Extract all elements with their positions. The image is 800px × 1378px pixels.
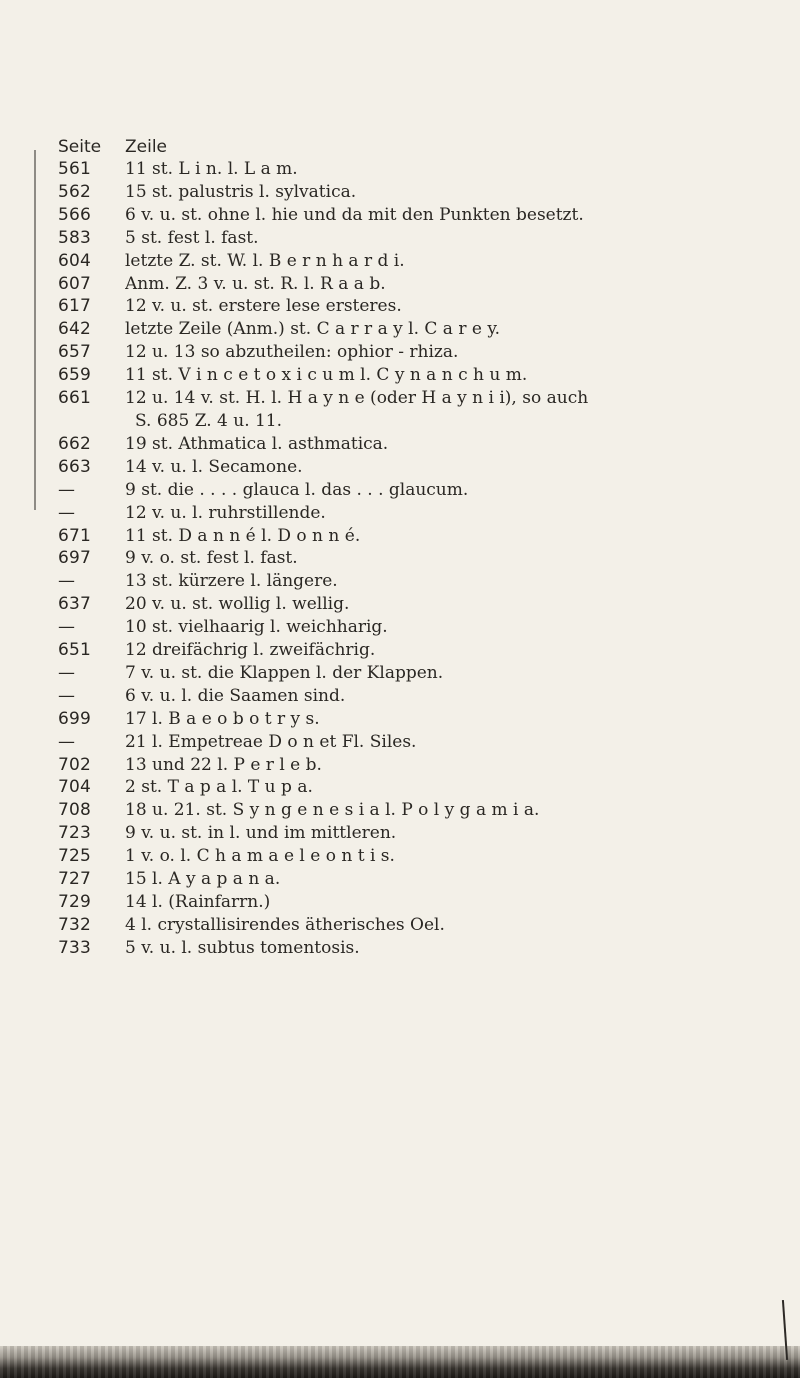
- page-number: 671: [58, 525, 92, 546]
- errata-row: [58, 318, 788, 341]
- page-number: —: [58, 662, 76, 683]
- errata-row: [58, 868, 788, 891]
- errata-row: [58, 250, 788, 273]
- correction-text: 13 st. kürzere l. längere.: [125, 571, 338, 592]
- correction-text: 19 st. Athmatica l. asthmatica.: [125, 433, 389, 454]
- scan-edge-noise: [0, 1346, 800, 1378]
- page-number: 651: [58, 640, 92, 661]
- page-number: 659: [58, 365, 92, 386]
- page-number: 732: [58, 914, 92, 935]
- correction-text: 11 st. L i n. l. L a m.: [125, 159, 298, 179]
- page-number: 708: [58, 800, 92, 821]
- correction-text: 21 l. Empetreae D o n et Fl. Siles.: [125, 731, 417, 752]
- correction-text: 13 und 22 l. P e r l e b.: [125, 754, 322, 775]
- correction-text: 12 v. u. l. ruhrstillende.: [125, 502, 326, 523]
- page-number: 657: [58, 342, 92, 363]
- errata-row: [58, 891, 788, 914]
- errata-list: [58, 136, 788, 960]
- errata-row: [58, 570, 788, 593]
- correction-text: 15 l. A y a p a n a.: [125, 869, 281, 890]
- correction-text: 17 l. B a e o b o t r y s.: [125, 708, 320, 729]
- correction-text: 14 v. u. l. Secamone.: [125, 456, 303, 477]
- errata-row: [58, 387, 788, 410]
- correction-text: 12 u. 13 so abzutheilen: ophior - rhiza.: [125, 342, 459, 363]
- left-margin-rule: [34, 150, 36, 510]
- errata-row: [58, 479, 788, 502]
- correction-text: 6 v. u. st. ohne l. hie und da mit den Punkten besetzt.: [125, 204, 584, 225]
- header-zeile: Zeile: [125, 137, 168, 157]
- errata-row: [58, 158, 788, 181]
- page-number: 661: [58, 388, 92, 409]
- errata-row: [58, 547, 788, 570]
- page-number: —: [58, 731, 76, 752]
- errata-row: [58, 799, 788, 822]
- correction-text: Anm. Z. 3 v. u. st. R. l. R a a b.: [125, 273, 386, 294]
- page-number: 704: [58, 777, 92, 798]
- page-number: 566: [58, 204, 92, 225]
- correction-text: 12 dreifächrig l. zweifächrig.: [125, 640, 376, 661]
- correction-text: 1 v. o. l. C h a m a e l e o n t i s.: [125, 846, 395, 867]
- errata-row: [58, 433, 788, 456]
- correction-text: 2 st. T a p a l. T u p a.: [125, 777, 313, 798]
- page-number: 561: [58, 159, 92, 179]
- correction-text: 7 v. u. st. die Klappen l. der Klappen.: [125, 662, 444, 683]
- correction-text: 9 v. o. st. fest l. fast.: [125, 548, 298, 569]
- errata-row: [58, 593, 788, 616]
- errata-row: [58, 914, 788, 937]
- errata-row: [58, 937, 788, 960]
- correction-text: 20 v. u. st. wollig l. wellig.: [125, 594, 350, 615]
- column-header: [58, 136, 788, 158]
- page-number: 604: [58, 250, 92, 271]
- errata-row: [58, 662, 788, 685]
- page-number: —: [58, 617, 76, 638]
- errata-row: [58, 295, 788, 318]
- errata-row: [58, 685, 788, 708]
- page-number: —: [58, 685, 76, 706]
- correction-text: 12 u. 14 v. st. H. l. H a y n e (oder H a y n i i), so auch: [125, 388, 589, 409]
- page-number: 562: [58, 181, 92, 202]
- page-number: 637: [58, 594, 92, 615]
- page-number: 733: [58, 937, 92, 958]
- errata-row: [58, 341, 788, 364]
- errata-row: [58, 708, 788, 731]
- page-number: 702: [58, 754, 92, 775]
- errata-row: [58, 181, 788, 204]
- page-number: —: [58, 502, 76, 523]
- errata-row: [58, 502, 788, 525]
- correction-text: 14 l. (Rainfarrn.): [125, 892, 271, 912]
- correction-text: 12 v. u. st. erstere lese ersteres.: [125, 296, 402, 317]
- header-seite: Seite: [58, 137, 102, 157]
- page-number: —: [58, 479, 76, 500]
- page-number: 642: [58, 319, 92, 340]
- errata-row: [58, 364, 788, 387]
- errata-row: [58, 227, 788, 250]
- page-number: 699: [58, 708, 92, 729]
- correction-text: letzte Z. st. W. l. B e r n h a r d i.: [125, 250, 405, 271]
- errata-row: [58, 731, 788, 754]
- errata-row: [58, 639, 788, 662]
- errata-row: [58, 273, 788, 296]
- errata-row: [58, 754, 788, 777]
- errata-row: [58, 845, 788, 868]
- errata-row: [58, 204, 788, 227]
- correction-text: 18 u. 21. st. S y n g e n e s i a l. P o l y g a m i a.: [125, 800, 540, 821]
- correction-text: 11 st. V i n c e t o x i c u m l. C y n a n c h u m.: [125, 365, 528, 386]
- errata-row: [58, 616, 788, 639]
- page-number: 725: [58, 846, 92, 867]
- page-number: 617: [58, 296, 92, 317]
- page-number: 729: [58, 892, 92, 912]
- correction-text: 5 v. u. l. subtus tomentosis.: [125, 937, 360, 958]
- page-number: 727: [58, 869, 92, 890]
- page-number: 663: [58, 456, 92, 477]
- page-number: 583: [58, 227, 92, 248]
- correction-text: letzte Zeile (Anm.) st. C a r r a y l. C a r e y.: [125, 319, 501, 340]
- correction-text: 11 st. D a n n é l. D o n n é.: [125, 525, 361, 546]
- correction-text: 9 st. die . . . . glauca l. das . . . glaucum.: [125, 479, 469, 500]
- correction-text: 4 l. crystallisirendes ätherisches Oel.: [125, 914, 445, 935]
- page-number: [58, 410, 125, 433]
- correction-text: 15 st. palustris l. sylvatica.: [125, 181, 357, 202]
- errata-row: [58, 776, 788, 799]
- correction-text: 10 st. vielhaarig l. weichharig.: [125, 617, 388, 638]
- page-number: 607: [58, 273, 92, 294]
- errata-row: [58, 456, 788, 479]
- correction-text: 5 st. fest l. fast.: [125, 227, 259, 248]
- correction-text: S. 685 Z. 4 u. 11.: [135, 410, 283, 431]
- correction-text: 6 v. u. l. die Saamen sind.: [125, 685, 346, 706]
- correction-text: 9 v. u. st. in l. und im mittleren.: [125, 823, 397, 844]
- page-number: 697: [58, 548, 92, 569]
- errata-row-continuation: [58, 410, 788, 433]
- page-number: 723: [58, 823, 92, 844]
- page-number: —: [58, 571, 76, 592]
- errata-row: [58, 822, 788, 845]
- errata-row: [58, 525, 788, 548]
- page-number: 662: [58, 433, 92, 454]
